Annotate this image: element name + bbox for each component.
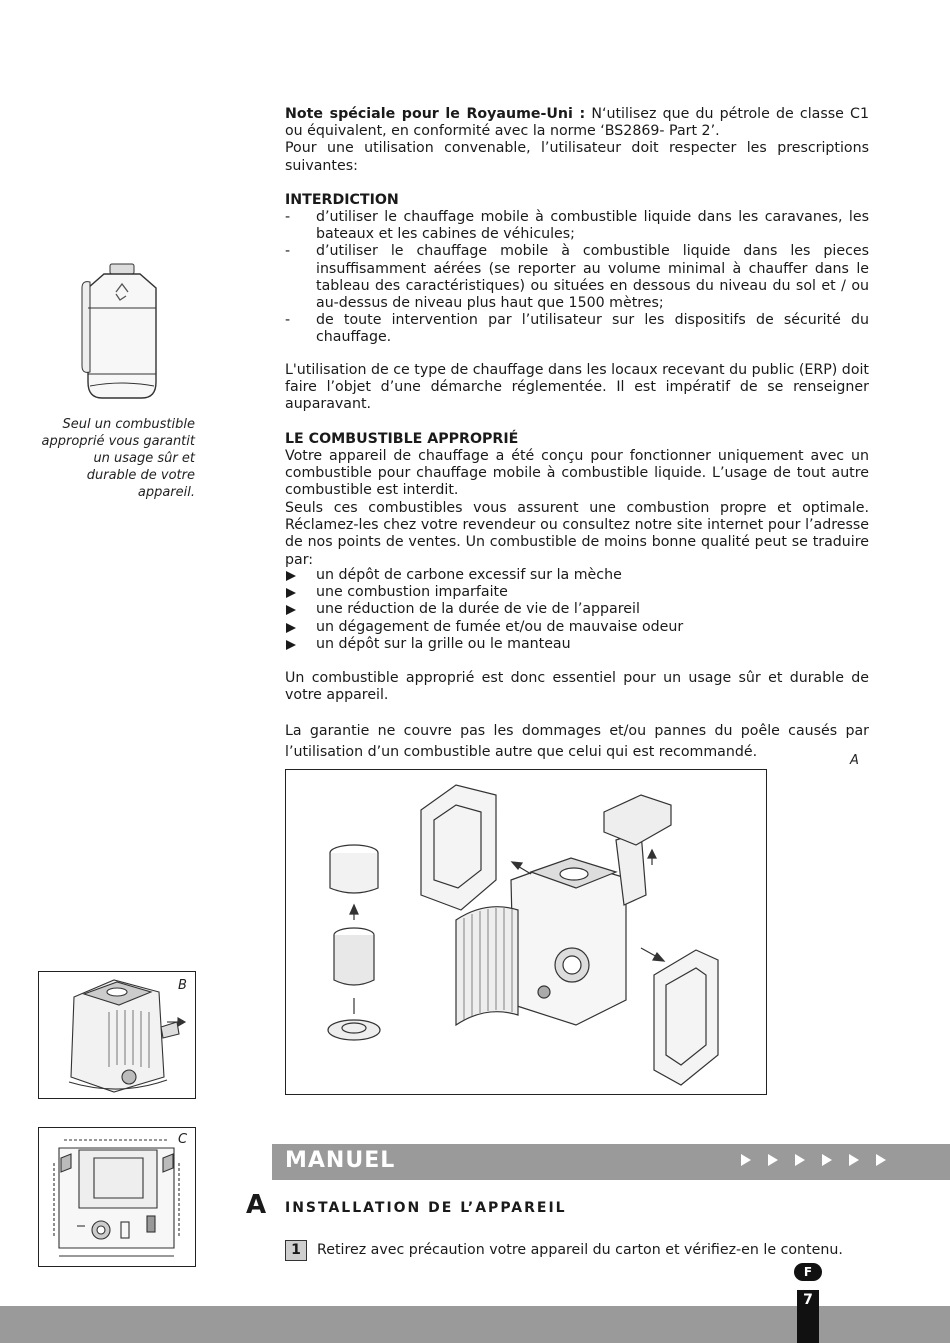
arrow-right-icon <box>822 1154 832 1166</box>
page-number: 7 <box>803 1292 813 1308</box>
uk-note-line2: Pour une utilisation convenable, l’utilisateur doit respecter les prescriptions suivantes: <box>285 140 869 174</box>
section-title: INSTALLATION DE L’APPAREIL <box>285 1200 567 1216</box>
list-item: une combustion imparfaite <box>285 584 869 601</box>
figure-c-heater-front <box>38 1127 196 1267</box>
arrow-right-icon <box>849 1154 859 1166</box>
interdiction-item: - d’utiliser le chauffage mobile à combustible liquide dans les caravanes, les bateaux et les cabines de véhicules; <box>285 209 869 243</box>
arrow-right-icon <box>741 1154 751 1166</box>
uk-note-text: N‘utilisez que du pétrole de classe C1 ou équivalent, en conformité avec la norme ‘BS2869- Part 2’. <box>285 106 869 140</box>
combustible-p4: La garantie ne couvre pas les dommages et/ou pannes du poêle causés par l’utilisation d’un combustible autre que celui qui est recommandé. <box>285 723 869 760</box>
combustible-p3: Un combustible approprié est donc essentiel pour un usage sûr et durable de votre appareil. <box>285 670 869 704</box>
uk-note-label: Note spéciale pour le Royaume-Uni : <box>285 106 586 122</box>
interdiction-heading: INTERDICTION <box>285 192 399 208</box>
band-arrows <box>741 1154 886 1166</box>
list-item: un dépôt sur la grille ou le manteau <box>285 636 869 653</box>
canister-caption: Seul un combustible approprié vous garantit un usage sûr et durable de votre appareil. <box>41 417 195 500</box>
heater-grille-diagram <box>39 972 195 1098</box>
combustible-p1: Votre appareil de chauffage a été conçu pour fonctionner uniquement avec un combustible pour chauffage mobile à combustible liquide. L’usage de tout autre combustible est interdit. <box>285 448 869 499</box>
uk-note <box>285 106 869 175</box>
list-item: une réduction de la durée de vie de l’appareil <box>285 601 869 618</box>
language-badge: F <box>794 1263 822 1281</box>
interdiction-item: - de toute intervention par l’utilisateur sur les dispositifs de sécurité du chauffage. <box>285 312 869 346</box>
section-letter: A <box>246 1190 267 1220</box>
combustible-heading: LE COMBUSTIBLE APPROPRIÉ <box>285 431 519 447</box>
interdiction-item: - d’utiliser le chauffage mobile à combustible liquide dans les pieces insuffisamment aérées (se reporter au volume minimal à chauffer dans le tableau des caractéristiques) ou situées en dessous du niveau du sol et / ou au-dessus de niveau plus haut que 1500 mètres; <box>285 243 869 312</box>
heater-front-diagram <box>39 1128 195 1266</box>
arrow-right-icon <box>876 1154 886 1166</box>
manual-title: MANUEL <box>285 1148 396 1173</box>
list-item: un dépôt de carbone excessif sur la mèche <box>285 567 869 584</box>
step-number: 1 <box>285 1240 307 1261</box>
erp-paragraph: L'utilisation de ce type de chauffage dans les locaux recevant du public (ERP) doit faire l’objet d’une démarche réglementée. Il est impératif de se renseigner auparavant. <box>285 362 869 413</box>
combustible-list <box>285 567 869 653</box>
figure-b-heater-grille <box>38 971 196 1099</box>
figure-a-exploded-heater <box>285 769 767 1095</box>
interdiction-list <box>285 209 869 347</box>
combustible-p2: Seuls ces combustibles vous assurent une combustion propre et optimale. Réclamez-les chez votre revendeur ou consultez notre site internet pour l’adresse de nos points de ventes. Un combustible de moins bonne qualité peut se traduire par: <box>285 500 869 568</box>
exploded-heater-diagram <box>286 770 766 1094</box>
fuel-canister-icon <box>76 262 168 404</box>
figure-c-label: C <box>178 1132 188 1147</box>
figure-b-label: B <box>178 978 187 993</box>
step-text: Retirez avec précaution votre appareil du carton et vérifiez-en le contenu. <box>317 1242 843 1258</box>
arrow-right-icon <box>768 1154 778 1166</box>
arrow-right-icon <box>795 1154 805 1166</box>
list-item: un dégagement de fumée et/ou de mauvaise odeur <box>285 619 869 636</box>
manual-band <box>272 1144 950 1180</box>
figure-a-label: A <box>850 753 859 768</box>
fuel-canister-illustration <box>76 262 168 404</box>
